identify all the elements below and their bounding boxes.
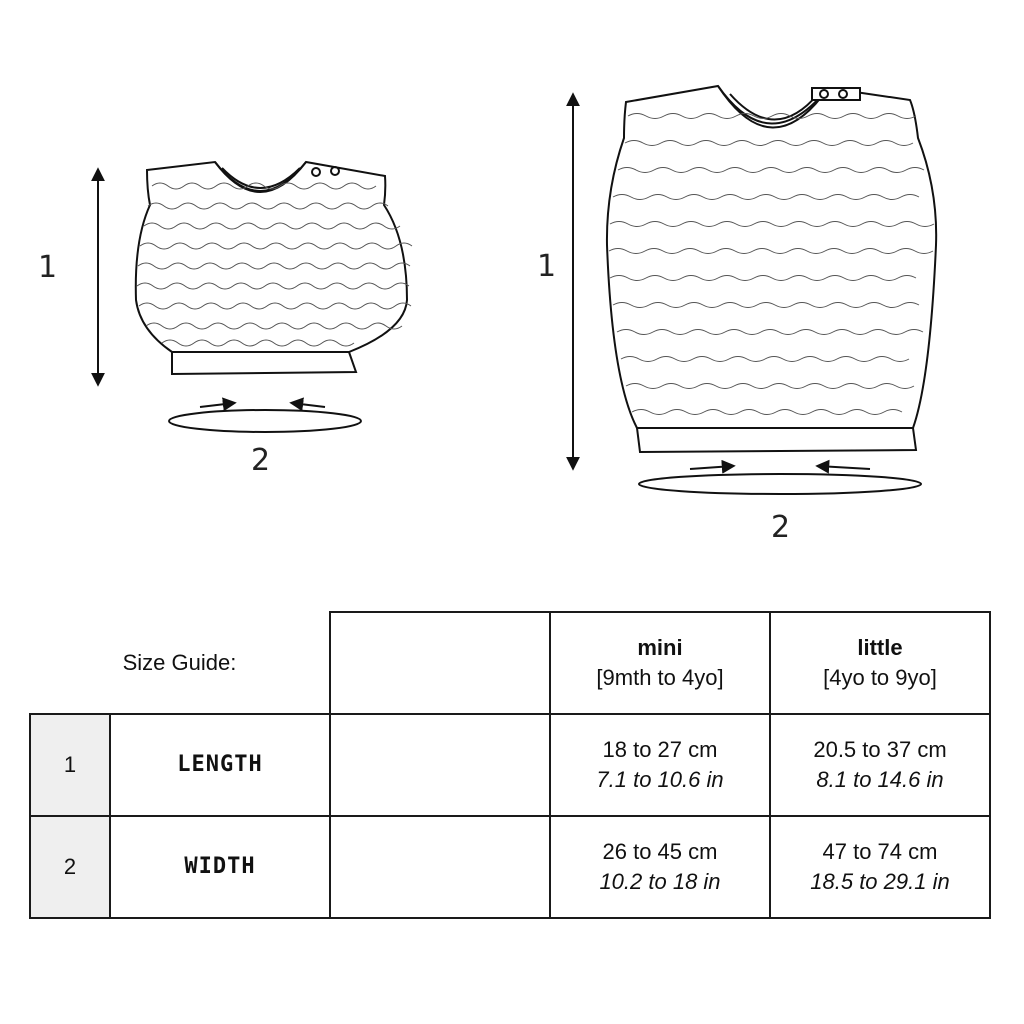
column-name: little — [857, 635, 903, 660]
value-in: 10.2 to 18 in — [599, 869, 721, 894]
little-width-marker: 2 — [771, 510, 791, 545]
row-label-length: LENGTH — [110, 714, 330, 816]
little-vest-drawing — [573, 86, 936, 494]
empty-header-cell — [330, 612, 550, 714]
value-in: 8.1 to 14.6 in — [816, 767, 944, 792]
row-label-width: WIDTH — [110, 816, 330, 918]
mini-vest-drawing — [98, 162, 412, 432]
table-row — [30, 816, 990, 918]
row-number: 2 — [30, 816, 110, 918]
value-cm: 20.5 to 37 cm — [813, 737, 947, 762]
table-header-row — [30, 612, 990, 714]
column-name: mini — [637, 635, 683, 660]
empty-cell — [330, 816, 550, 918]
column-header-little — [770, 612, 990, 714]
value-cell — [550, 714, 770, 816]
little-length-marker: 1 — [537, 249, 557, 284]
value-cm: 47 to 74 cm — [822, 839, 938, 864]
mini-length-marker: 1 — [38, 250, 58, 285]
value-cm: 18 to 27 cm — [602, 737, 718, 762]
size-guide-title: Size Guide: — [122, 649, 237, 675]
value-cm: 26 to 45 cm — [602, 839, 718, 864]
mini-width-marker: 2 — [251, 443, 271, 478]
value-cell — [770, 714, 990, 816]
value-in: 18.5 to 29.1 in — [810, 869, 950, 894]
empty-cell — [330, 714, 550, 816]
table-row — [30, 714, 990, 816]
value-cell — [770, 816, 990, 918]
column-age-range: [9mth to 4yo] — [596, 665, 724, 690]
value-in: 7.1 to 10.6 in — [596, 767, 724, 792]
column-age-range: [4yo to 9yo] — [823, 665, 937, 690]
row-number: 1 — [30, 714, 110, 816]
value-cell — [550, 816, 770, 918]
column-header-mini — [550, 612, 770, 714]
size-guide-table — [29, 611, 991, 919]
